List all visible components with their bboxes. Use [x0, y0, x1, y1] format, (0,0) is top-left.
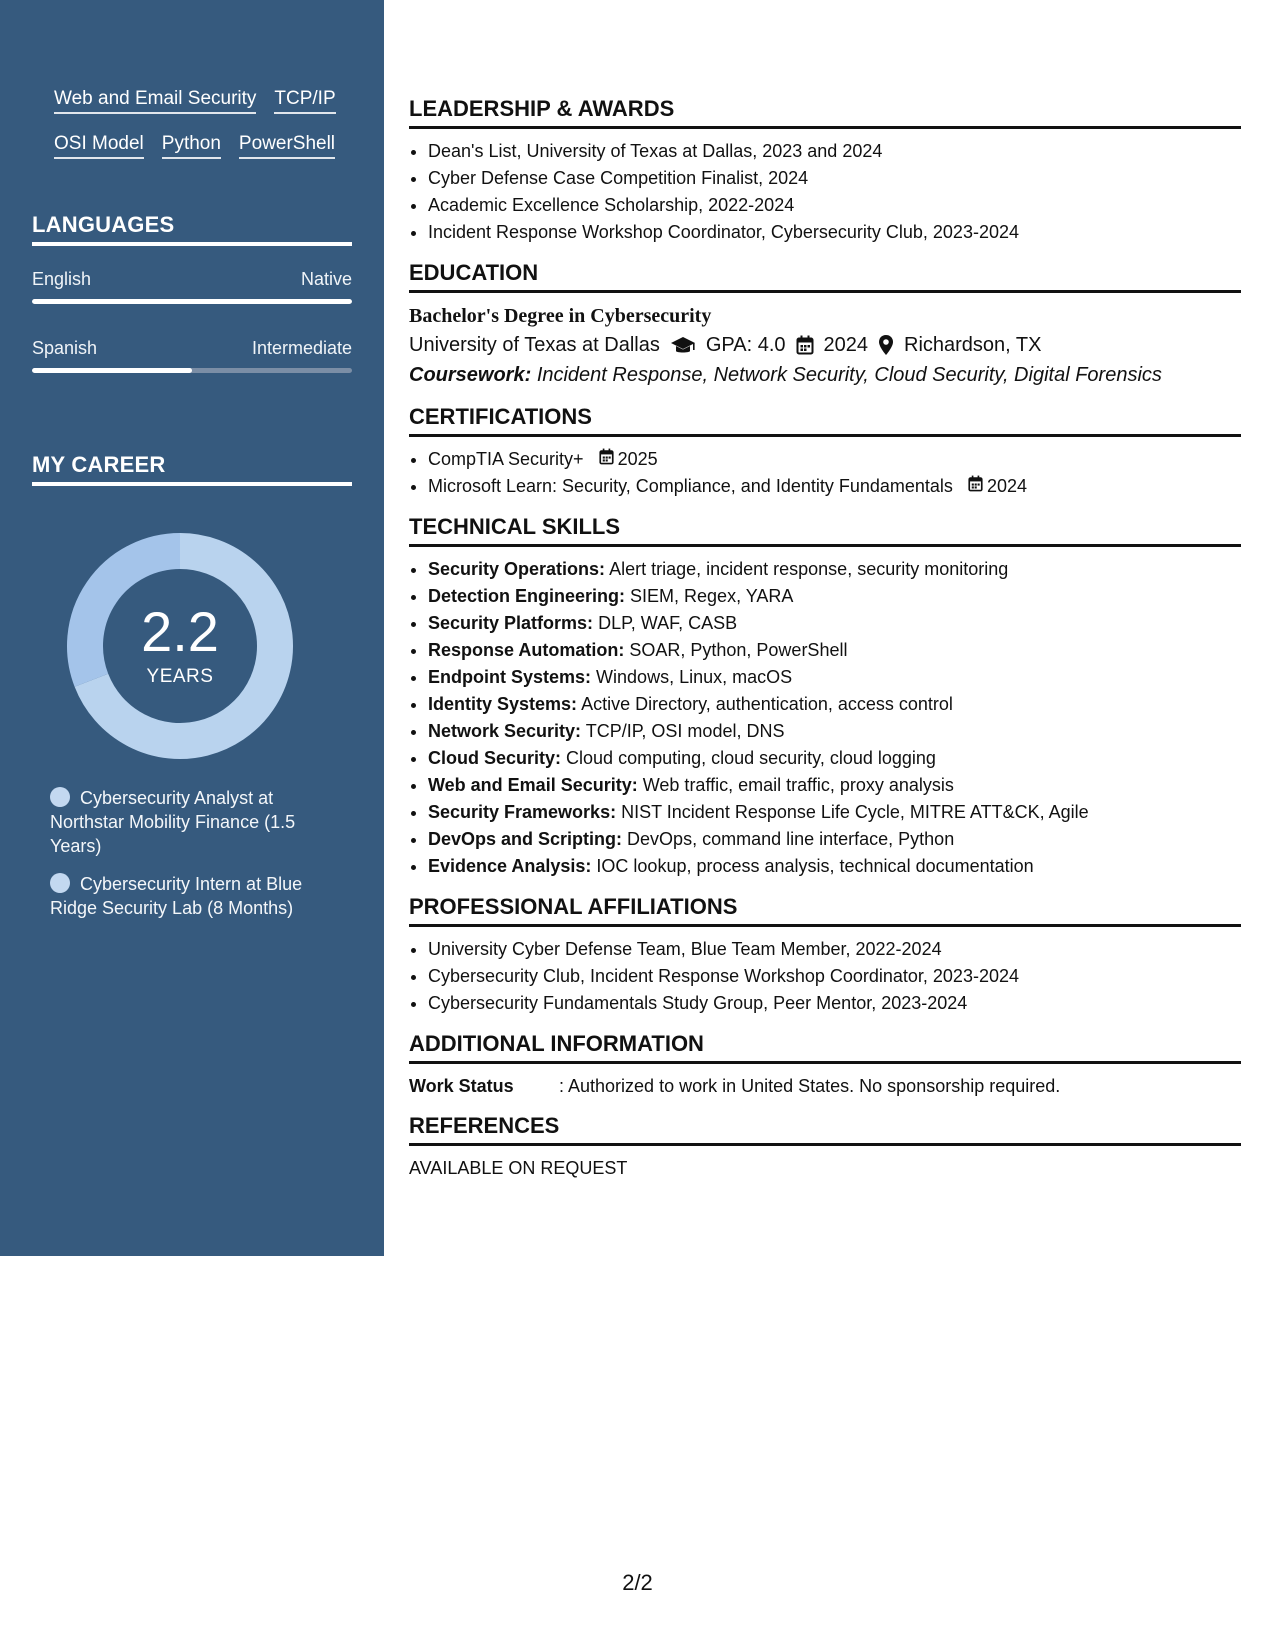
references-text: AVAILABLE ON REQUEST	[409, 1158, 628, 1178]
education-meta	[409, 330, 1241, 360]
coursework-label: Coursework:	[409, 364, 532, 386]
calendar-icon	[796, 335, 814, 355]
section-title: EDUCATION	[409, 260, 1241, 293]
certifications-section	[409, 404, 1241, 500]
skill-label: Cloud Security:	[428, 748, 562, 768]
affiliations-section	[409, 894, 1241, 1017]
list-item: • Cybersecurity Fundamentals Study Group, Peer Mentor, 2023-2024	[428, 990, 1241, 1017]
skill-label: Detection Engineering:	[428, 586, 626, 606]
career-item	[50, 872, 330, 920]
language-bar-fill	[32, 299, 352, 304]
work-status-label: Work Status	[409, 1076, 514, 1096]
sidebar	[0, 0, 384, 1256]
work-status-row	[409, 1073, 1241, 1099]
career-item-text: Cybersecurity Intern at Blue Ridge Security Lab (8 Months)	[50, 874, 303, 918]
page-number: 2/2	[622, 1570, 653, 1595]
skill-text: Active Directory, authentication, access control	[581, 694, 953, 714]
skill-text: TCP/IP, OSI model, DNS	[585, 721, 785, 741]
coursework-list: Incident Response, Network Security, Cloud Security, Digital Forensics	[536, 364, 1162, 386]
skill-label: Endpoint Systems:	[428, 667, 592, 687]
additional-info-section	[409, 1031, 1241, 1099]
certification-name: CompTIA Security+	[428, 449, 584, 469]
technical-skills-section	[409, 514, 1241, 880]
skill-tag: Web and Email Security	[54, 88, 256, 114]
legend-dot-icon	[50, 787, 70, 807]
career-total-years: 2.2	[141, 600, 219, 663]
skill-item	[428, 583, 1241, 610]
skill-item	[428, 718, 1241, 745]
certification-name: Microsoft Learn: Security, Compliance, and Identity Fundamentals	[428, 476, 953, 496]
skill-label: DevOps and Scripting:	[428, 829, 623, 849]
leadership-section	[409, 96, 1241, 246]
skill-text: DLP, WAF, CASB	[598, 613, 738, 633]
skill-label: Identity Systems:	[428, 694, 578, 714]
career-heading: MY CAREER	[32, 452, 352, 486]
skill-label: Evidence Analysis:	[428, 856, 592, 876]
section-title: LEADERSHIP & AWARDS	[409, 96, 1241, 129]
skill-tag: OSI Model	[54, 133, 144, 159]
skill-item	[428, 799, 1241, 826]
career-item-text: Cybersecurity Analyst at Northstar Mobility Finance (1.5 Years)	[50, 788, 296, 856]
language-name: Spanish	[32, 338, 98, 358]
section-title: ADDITIONAL INFORMATION	[409, 1031, 1241, 1064]
graduation-year: 2024	[823, 334, 869, 356]
skill-tag: TCP/IP	[274, 88, 335, 114]
list-item: • Academic Excellence Scholarship, 2022-2024	[428, 192, 1241, 219]
education-section	[409, 260, 1241, 390]
school-location: Richardson, TX	[904, 334, 1042, 356]
skill-tag: Python	[162, 133, 221, 159]
language-bar-english	[32, 299, 352, 304]
section-title: PROFESSIONAL AFFILIATIONS	[409, 894, 1241, 927]
skill-label: Response Automation:	[428, 640, 625, 660]
languages-heading: LANGUAGES	[32, 212, 352, 246]
skill-text: Web traffic, email traffic, proxy analysis	[642, 775, 954, 795]
list-item: • Cyber Defense Case Competition Finalist, 2024	[428, 165, 1241, 192]
language-level: Native	[300, 269, 352, 289]
legend-dot-icon	[50, 873, 70, 893]
language-row-spanish	[32, 337, 352, 359]
location-pin-icon	[878, 334, 894, 356]
skill-item	[428, 853, 1241, 880]
calendar-icon	[599, 446, 614, 473]
list-item: • Dean's List, University of Texas at Dallas, 2023 and 2024	[428, 138, 1241, 165]
skill-label: Security Operations:	[428, 559, 606, 579]
skill-item	[428, 664, 1241, 691]
language-row-english	[32, 268, 352, 290]
language-name: English	[32, 269, 92, 289]
list-item	[428, 473, 1241, 500]
certification-year: 2024	[986, 476, 1027, 496]
skill-text: Cloud computing, cloud security, cloud logging	[566, 748, 936, 768]
gpa: GPA: 4.0	[705, 334, 786, 356]
skill-text: NIST Incident Response Life Cycle, MITRE ATT&CK, Agile	[621, 802, 1089, 822]
graduation-cap-icon	[670, 335, 696, 355]
certification-year: 2025	[617, 449, 658, 469]
career-donut-chart	[66, 532, 294, 760]
career-item	[50, 786, 330, 858]
section-title: REFERENCES	[409, 1113, 1241, 1146]
school-name: University of Texas at Dallas	[409, 334, 660, 356]
language-bar-spanish	[32, 368, 352, 373]
skill-label: Network Security:	[428, 721, 582, 741]
main-content	[409, 96, 1241, 1195]
skill-text: SIEM, Regex, YARA	[630, 586, 794, 606]
list-item: • Incident Response Workshop Coordinator, Cybersecurity Club, 2023-2024	[428, 219, 1241, 246]
skill-item	[428, 556, 1241, 583]
list-item: • Cybersecurity Club, Incident Response Workshop Coordinator, 2023-2024	[428, 963, 1241, 990]
coursework	[409, 360, 1241, 390]
skill-text: Alert triage, incident response, security monitoring	[609, 559, 1009, 579]
skill-label: Security Frameworks:	[428, 802, 617, 822]
skill-item	[428, 772, 1241, 799]
work-status-value: : Authorized to work in United States. No sponsorship required.	[559, 1076, 1061, 1096]
skill-item	[428, 610, 1241, 637]
calendar-icon	[968, 473, 983, 500]
degree-title: Bachelor's Degree in Cybersecurity	[409, 305, 712, 327]
skill-tags-row-2	[54, 133, 335, 159]
skill-label: Security Platforms:	[428, 613, 594, 633]
skill-label: Web and Email Security:	[428, 775, 638, 795]
skill-item	[428, 826, 1241, 853]
skill-text: SOAR, Python, PowerShell	[629, 640, 848, 660]
list-item	[428, 446, 1241, 473]
section-title: CERTIFICATIONS	[409, 404, 1241, 437]
list-item: • University Cyber Defense Team, Blue Team Member, 2022-2024	[428, 936, 1241, 963]
skill-text: DevOps, command line interface, Python	[627, 829, 955, 849]
career-years-label: YEARS	[146, 666, 214, 687]
skill-item	[428, 745, 1241, 772]
skill-tag: PowerShell	[239, 133, 335, 159]
skill-tags-row-1	[54, 88, 336, 114]
skill-item	[428, 691, 1241, 718]
language-level: Intermediate	[251, 338, 352, 358]
references-section	[409, 1113, 1241, 1181]
skill-item	[428, 637, 1241, 664]
skill-text: Windows, Linux, macOS	[596, 667, 793, 687]
section-title: TECHNICAL SKILLS	[409, 514, 1241, 547]
language-bar-fill	[32, 368, 192, 373]
skill-text: IOC lookup, process analysis, technical documentation	[596, 856, 1034, 876]
